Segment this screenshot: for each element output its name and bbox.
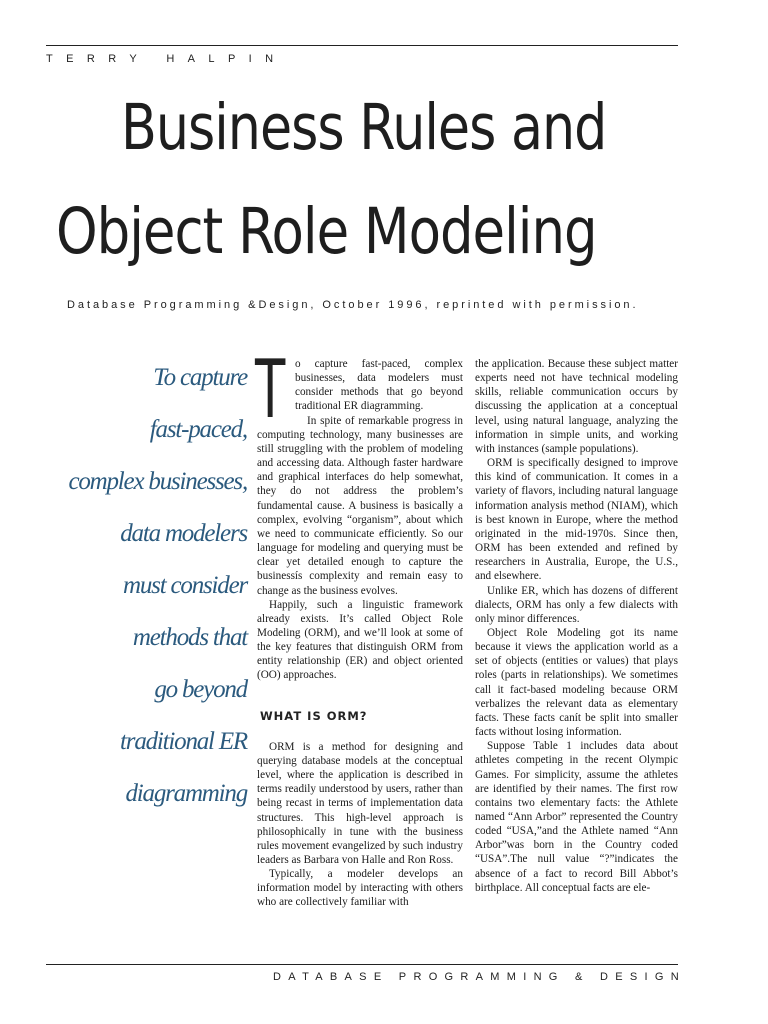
body-paragraph: Typically, a modeler develops an information model by interacting with others who are collectively familiar with (257, 868, 463, 909)
pull-quote-line: go beyond (154, 676, 247, 703)
body-paragraph: Suppose Table 1 includes data about athletes competing in the recent Olympic Games. For simplicity, assume the athletes are identified by their names. The first row contains two elementary facts: the Athlete named “Ann Arbor” represented the Country coded “USA,”and the Athlete named “Ann Arbor”was born in the Country coded “USA”.The null value “?”indicates the absence of a fact to record Bill Abbot’s birthplace. All conceptual facts are ele- (475, 740, 678, 894)
intro-paragraph (255, 343, 463, 436)
source-credit: Database Programming &Design, October 1996, reprinted with permission. (67, 299, 639, 311)
drop-cap: T (255, 343, 286, 436)
pull-quote-line: methods that (132, 624, 247, 651)
pull-quote-line: complex businesses, (68, 468, 247, 495)
article-title-line-1: Business Rules and (121, 91, 607, 164)
author-name: TERRY HALPIN (46, 53, 287, 65)
footer-journal-name: DATABASE PROGRAMMING & DESIGN (273, 971, 686, 983)
pull-quote-line: To capture (153, 364, 247, 391)
body-paragraph: Object Role Modeling got its name because it views the application world as a set of objects (entities or values) that plays roles (parts in relationships). We sometimes call it fact-based modeling because ORM verbalizes the relevant data as elementary facts. These facts canít be split into smaller facts without losing information. (475, 626, 678, 739)
body-paragraph: ORM is specifically designed to improve this kind of communication. It comes in a variety of flavors, including natural language information analysis method (NIAM), which is best known in Europe, where the method originated in the mid-1970s. Since then, ORM has been extended and refined by researchers in Australia, Europe, the U.S., and elsewhere. (475, 457, 678, 583)
article-title-line-2: Object Role Modeling (56, 195, 597, 268)
pull-quote-line: diagramming (125, 780, 247, 807)
pull-quote-line: data modelers (120, 520, 247, 547)
pull-quote-line: fast-paced, (149, 416, 247, 443)
body-paragraph: the application. Because these subject matter experts need not have technical modeling skills, reliable communication occurs by discussing the application at a conceptual level, using natural language, analyzing the information in simple units, and working with instances (sample populations). (475, 358, 678, 455)
text-column-right (475, 357, 678, 895)
bottom-rule (46, 964, 678, 965)
intro-text: o capture fast-paced, complex businesses, data modelers must consider methods that go beyond traditional ER diagramming. (295, 358, 463, 413)
body-paragraph: Happily, such a linguistic framework already exists. It’s called Object Role Modeling (ORM), and we’ll look at some of the key features that distinguish ORM from entity relationship (ER) and object oriented (OO) approaches. (257, 598, 463, 682)
text-column-middle (255, 343, 463, 910)
section-heading: WHAT IS ORM? (260, 708, 368, 723)
body-paragraph: ORM is a method for designing and querying database models at the conceptual level, where the application is described in terms readily understood by users, rather than being recast in terms of implementation data structures. This high-level approach is philosophically in tune with the business rules movement evangelized by such industry leaders as Barbara von Halle and Ron Ross. (257, 740, 463, 866)
pull-quote (7, 352, 247, 820)
pull-quote-line: traditional ER (120, 728, 247, 755)
body-paragraph: Unlike ER, which has dozens of different dialects, ORM has only a few dialects with only minor differences. (475, 584, 678, 625)
pull-quote-line: must consider (123, 572, 247, 599)
top-rule (46, 45, 678, 46)
body-paragraph: In spite of remarkable progress in computing technology, many businesses are still struggling with the problem of modeling and accessing data. Although faster hardware and graphical interfaces do help somewhat, they do not address the problem’s fundamental cause. A business is basically a complex, evolving “organism”, about which we need to communicate efficiently. So our language for modeling and querying must be clear yet detailed enough to capture the businessís complexity and remain easy to change as the business evolves. (257, 414, 463, 597)
